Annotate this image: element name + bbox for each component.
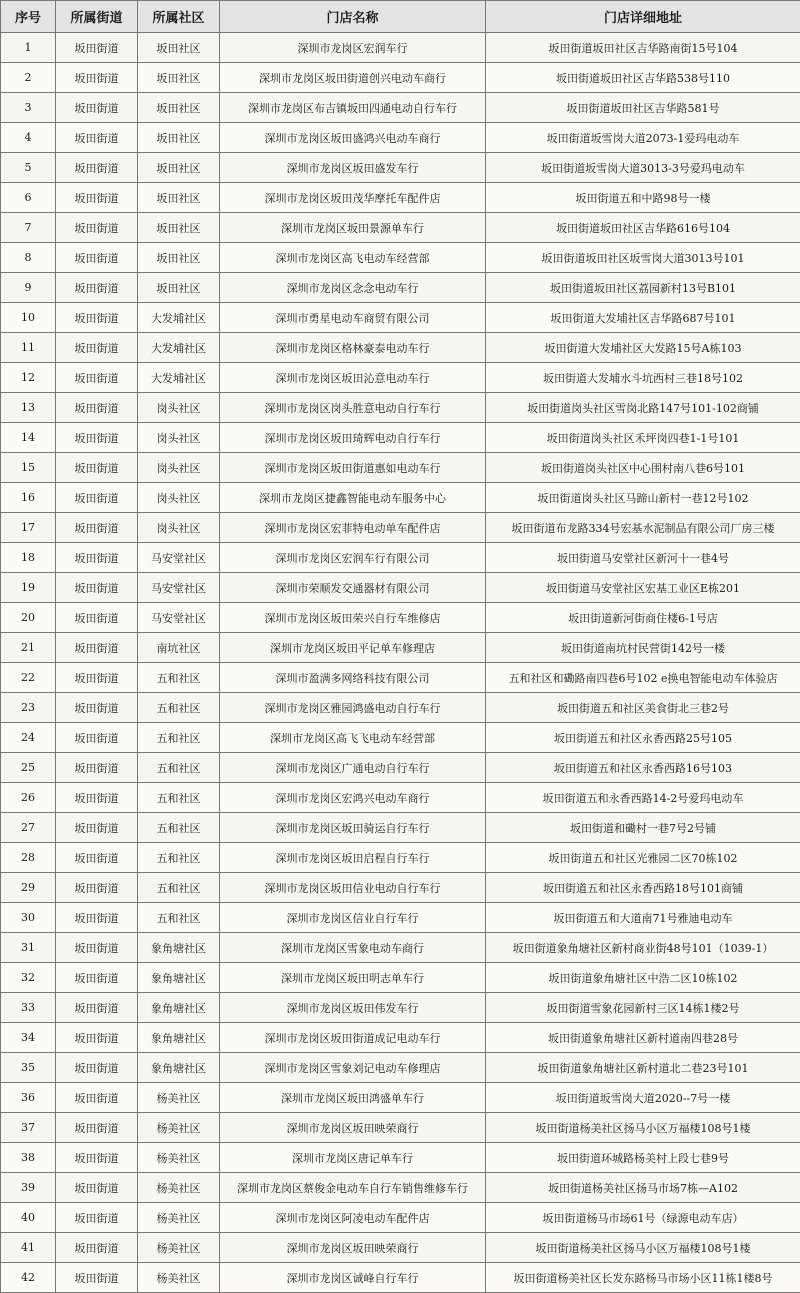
- table-row: [1, 1233, 800, 1263]
- cell-community: 五和社区: [138, 843, 220, 873]
- cell-store-address: 坂田街道坂田社区吉华路538号110: [486, 63, 800, 93]
- cell-street: 坂田街道: [56, 1203, 138, 1233]
- cell-street: 坂田街道: [56, 1113, 138, 1143]
- table-row: [1, 813, 800, 843]
- cell-store-name: 深圳市龙岗区格林豪泰电动车行: [220, 333, 486, 363]
- cell-index: 25: [1, 753, 56, 783]
- cell-community: 五和社区: [138, 753, 220, 783]
- table-row: [1, 513, 800, 543]
- table-header: [1, 1, 800, 33]
- cell-index: 14: [1, 423, 56, 453]
- cell-community: 象角塘社区: [138, 993, 220, 1023]
- cell-community: 象角塘社区: [138, 1023, 220, 1053]
- cell-store-name: 深圳市龙岗区宏菲特电动单车配件店: [220, 513, 486, 543]
- cell-street: 坂田街道: [56, 813, 138, 843]
- table-row: [1, 1143, 800, 1173]
- table-row: [1, 1173, 800, 1203]
- cell-index: 23: [1, 693, 56, 723]
- table-row: [1, 1083, 800, 1113]
- cell-index: 7: [1, 213, 56, 243]
- table-row: [1, 63, 800, 93]
- cell-street: 坂田街道: [56, 843, 138, 873]
- table-row: [1, 213, 800, 243]
- cell-index: 26: [1, 783, 56, 813]
- cell-index: 9: [1, 273, 56, 303]
- cell-store-name: 深圳市龙岗区坂田沁意电动车行: [220, 363, 486, 393]
- cell-store-name: 深圳市龙岗区高飞电动车经营部: [220, 243, 486, 273]
- cell-community: 坂田社区: [138, 213, 220, 243]
- cell-store-address: 坂田街道坂雪岗大道2020--7号一楼: [486, 1083, 800, 1113]
- table-row: [1, 753, 800, 783]
- table-row: [1, 603, 800, 633]
- cell-street: 坂田街道: [56, 213, 138, 243]
- cell-store-address: 坂田街道五和社区永香西路16号103: [486, 753, 800, 783]
- table-row: [1, 963, 800, 993]
- cell-store-name: 深圳市龙岗区唐记单车行: [220, 1143, 486, 1173]
- cell-store-name: 深圳市龙岗区宏鸿兴电动车商行: [220, 783, 486, 813]
- cell-street: 坂田街道: [56, 1083, 138, 1113]
- table-row: [1, 243, 800, 273]
- cell-street: 坂田街道: [56, 183, 138, 213]
- cell-store-address: 坂田街道象角塘社区新村商业街48号101（1039-1）: [486, 933, 800, 963]
- cell-community: 杨美社区: [138, 1173, 220, 1203]
- cell-street: 坂田街道: [56, 693, 138, 723]
- cell-community: 岗头社区: [138, 483, 220, 513]
- cell-community: 杨美社区: [138, 1233, 220, 1263]
- cell-store-name: 深圳市龙岗区坂田琦辉电动自行车行: [220, 423, 486, 453]
- table-row: [1, 1053, 800, 1083]
- header-street: 所属街道: [56, 1, 138, 33]
- table-body: [1, 33, 800, 1293]
- cell-street: 坂田街道: [56, 1053, 138, 1083]
- cell-store-address: 坂田街道坂田社区吉华路南街15号104: [486, 33, 800, 63]
- cell-community: 五和社区: [138, 693, 220, 723]
- cell-community: 象角塘社区: [138, 933, 220, 963]
- cell-index: 35: [1, 1053, 56, 1083]
- cell-store-address: 坂田街道新河街商住楼6-1号店: [486, 603, 800, 633]
- cell-store-address: 坂田街道五和社区永香西路18号101商铺: [486, 873, 800, 903]
- cell-store-address: 坂田街道五和中路98号一楼: [486, 183, 800, 213]
- cell-store-name: 深圳市龙岗区坂田景源单车行: [220, 213, 486, 243]
- cell-community: 坂田社区: [138, 183, 220, 213]
- cell-street: 坂田街道: [56, 123, 138, 153]
- cell-street: 坂田街道: [56, 1143, 138, 1173]
- cell-index: 10: [1, 303, 56, 333]
- cell-street: 坂田街道: [56, 423, 138, 453]
- cell-index: 37: [1, 1113, 56, 1143]
- cell-index: 12: [1, 363, 56, 393]
- cell-store-name: 深圳市荣顺发交通器材有限公司: [220, 573, 486, 603]
- cell-community: 岗头社区: [138, 453, 220, 483]
- cell-store-address: 坂田街道五和大道南71号雅迪电动车: [486, 903, 800, 933]
- cell-store-name: 深圳市龙岗区诚峰自行车行: [220, 1263, 486, 1293]
- table-row: [1, 903, 800, 933]
- cell-store-name: 深圳市龙岗区坂田盛鸿兴电动车商行: [220, 123, 486, 153]
- cell-store-name: 深圳市龙岗区念念电动车行: [220, 273, 486, 303]
- cell-street: 坂田街道: [56, 393, 138, 423]
- table-row: [1, 633, 800, 663]
- cell-community: 岗头社区: [138, 393, 220, 423]
- cell-store-address: 坂田街道和磡村一巷7号2号铺: [486, 813, 800, 843]
- cell-store-address: 坂田街道杨美社区长发东路杨马市场小区11栋1楼8号: [486, 1263, 800, 1293]
- cell-index: 2: [1, 63, 56, 93]
- cell-street: 坂田街道: [56, 873, 138, 903]
- cell-community: 象角塘社区: [138, 963, 220, 993]
- cell-community: 坂田社区: [138, 123, 220, 153]
- cell-community: 南坑社区: [138, 633, 220, 663]
- cell-store-name: 深圳市龙岗区宏润车行有限公司: [220, 543, 486, 573]
- cell-community: 杨美社区: [138, 1083, 220, 1113]
- cell-community: 岗头社区: [138, 423, 220, 453]
- cell-index: 30: [1, 903, 56, 933]
- cell-street: 坂田街道: [56, 1023, 138, 1053]
- cell-store-address: 坂田街道岗头社区马蹄山新村一巷12号102: [486, 483, 800, 513]
- cell-store-address: 坂田街道岗头社区禾坪岗四巷1-1号101: [486, 423, 800, 453]
- cell-street: 坂田街道: [56, 933, 138, 963]
- table-row: [1, 723, 800, 753]
- cell-store-name: 深圳市龙岗区坂田街道惠如电动车行: [220, 453, 486, 483]
- cell-index: 40: [1, 1203, 56, 1233]
- cell-store-address: 坂田街道环城路杨美村上段七巷9号: [486, 1143, 800, 1173]
- table-row: [1, 33, 800, 63]
- cell-index: 6: [1, 183, 56, 213]
- cell-community: 杨美社区: [138, 1263, 220, 1293]
- cell-store-address: 五和社区和磡路南四巷6号102 e换电智能电动车体验店: [486, 663, 800, 693]
- cell-street: 坂田街道: [56, 363, 138, 393]
- cell-community: 杨美社区: [138, 1203, 220, 1233]
- table-row: [1, 363, 800, 393]
- cell-street: 坂田街道: [56, 273, 138, 303]
- cell-index: 13: [1, 393, 56, 423]
- cell-store-name: 深圳市龙岗区坂田茂华摩托车配件店: [220, 183, 486, 213]
- cell-community: 坂田社区: [138, 33, 220, 63]
- cell-street: 坂田街道: [56, 63, 138, 93]
- cell-street: 坂田街道: [56, 93, 138, 123]
- cell-index: 11: [1, 333, 56, 363]
- cell-street: 坂田街道: [56, 453, 138, 483]
- cell-community: 象角塘社区: [138, 1053, 220, 1083]
- cell-community: 大发埔社区: [138, 363, 220, 393]
- cell-street: 坂田街道: [56, 333, 138, 363]
- table-row: [1, 453, 800, 483]
- cell-community: 大发埔社区: [138, 303, 220, 333]
- cell-index: 17: [1, 513, 56, 543]
- table-row: [1, 333, 800, 363]
- cell-index: 20: [1, 603, 56, 633]
- header-community: 所属社区: [138, 1, 220, 33]
- cell-street: 坂田街道: [56, 543, 138, 573]
- cell-store-address: 坂田街道象角塘社区新村道南四巷28号: [486, 1023, 800, 1053]
- cell-community: 五和社区: [138, 903, 220, 933]
- cell-street: 坂田街道: [56, 963, 138, 993]
- cell-store-name: 深圳市龙岗区坂田伟发车行: [220, 993, 486, 1023]
- cell-index: 28: [1, 843, 56, 873]
- cell-store-name: 深圳市龙岗区宏润车行: [220, 33, 486, 63]
- cell-store-address: 坂田街道马安堂社区宏基工业区E栋201: [486, 573, 800, 603]
- cell-street: 坂田街道: [56, 1263, 138, 1293]
- cell-index: 36: [1, 1083, 56, 1113]
- cell-store-address: 坂田街道坂田社区吉华路581号: [486, 93, 800, 123]
- cell-community: 五和社区: [138, 873, 220, 903]
- cell-store-name: 深圳市龙岗区坂田映荣商行: [220, 1113, 486, 1143]
- cell-street: 坂田街道: [56, 243, 138, 273]
- table-row: [1, 153, 800, 183]
- cell-index: 38: [1, 1143, 56, 1173]
- header-row: [1, 1, 800, 33]
- cell-store-name: 深圳市龙岗区捷鑫智能电动车服务中心: [220, 483, 486, 513]
- cell-street: 坂田街道: [56, 303, 138, 333]
- cell-street: 坂田街道: [56, 573, 138, 603]
- cell-store-address: 坂田街道五和社区光雅园二区70栋102: [486, 843, 800, 873]
- cell-street: 坂田街道: [56, 1173, 138, 1203]
- cell-index: 4: [1, 123, 56, 153]
- table-row: [1, 393, 800, 423]
- table-row: [1, 423, 800, 453]
- cell-store-name: 深圳市龙岗区坂田骑运自行车行: [220, 813, 486, 843]
- cell-street: 坂田街道: [56, 483, 138, 513]
- cell-community: 岗头社区: [138, 513, 220, 543]
- table-row: [1, 483, 800, 513]
- cell-community: 杨美社区: [138, 1143, 220, 1173]
- cell-community: 马安堂社区: [138, 573, 220, 603]
- cell-index: 33: [1, 993, 56, 1023]
- cell-index: 22: [1, 663, 56, 693]
- cell-index: 27: [1, 813, 56, 843]
- cell-street: 坂田街道: [56, 783, 138, 813]
- cell-index: 42: [1, 1263, 56, 1293]
- table-row: [1, 183, 800, 213]
- cell-store-address: 坂田街道坂田社区坂雪岗大道3013号101: [486, 243, 800, 273]
- cell-index: 15: [1, 453, 56, 483]
- cell-index: 34: [1, 1023, 56, 1053]
- cell-store-address: 坂田街道岗头社区中心围村南八巷6号101: [486, 453, 800, 483]
- cell-index: 3: [1, 93, 56, 123]
- cell-store-address: 坂田街道五和社区永香西路25号105: [486, 723, 800, 753]
- cell-street: 坂田街道: [56, 663, 138, 693]
- cell-index: 31: [1, 933, 56, 963]
- cell-street: 坂田街道: [56, 753, 138, 783]
- cell-store-address: 坂田街道五和社区美食街北三巷2号: [486, 693, 800, 723]
- table-row: [1, 933, 800, 963]
- table-row: [1, 543, 800, 573]
- cell-street: 坂田街道: [56, 993, 138, 1023]
- cell-store-name: 深圳市龙岗区布吉镇坂田四通电动自行车行: [220, 93, 486, 123]
- cell-community: 杨美社区: [138, 1113, 220, 1143]
- cell-store-name: 深圳市龙岗区雅园鸿盛电动自行车行: [220, 693, 486, 723]
- cell-street: 坂田街道: [56, 903, 138, 933]
- cell-street: 坂田街道: [56, 153, 138, 183]
- cell-street: 坂田街道: [56, 633, 138, 663]
- cell-store-name: 深圳市龙岗区坂田明志单车行: [220, 963, 486, 993]
- table-row: [1, 273, 800, 303]
- cell-store-address: 坂田街道坂雪岗大道3013-3号爱玛电动车: [486, 153, 800, 183]
- cell-street: 坂田街道: [56, 723, 138, 753]
- header-index: 序号: [1, 1, 56, 33]
- table-row: [1, 573, 800, 603]
- cell-community: 坂田社区: [138, 243, 220, 273]
- table-row: [1, 1023, 800, 1053]
- cell-store-address: 坂田街道象角塘社区新村道北二巷23号101: [486, 1053, 800, 1083]
- cell-community: 马安堂社区: [138, 603, 220, 633]
- cell-store-name: 深圳市龙岗区广通电动自行车行: [220, 753, 486, 783]
- cell-community: 马安堂社区: [138, 543, 220, 573]
- cell-store-name: 深圳市龙岗区雪象电动车商行: [220, 933, 486, 963]
- cell-index: 21: [1, 633, 56, 663]
- cell-community: 五和社区: [138, 723, 220, 753]
- cell-store-name: 深圳市龙岗区坂田映荣商行: [220, 1233, 486, 1263]
- cell-community: 五和社区: [138, 813, 220, 843]
- cell-store-address: 坂田街道杨马市场61号（绿源电动车店）: [486, 1203, 800, 1233]
- cell-index: 24: [1, 723, 56, 753]
- cell-store-address: 坂田街道坂田社区荔园新村13号B101: [486, 273, 800, 303]
- table-row: [1, 693, 800, 723]
- cell-community: 五和社区: [138, 663, 220, 693]
- table-row: [1, 1203, 800, 1233]
- cell-index: 29: [1, 873, 56, 903]
- header-store-name: 门店名称: [220, 1, 486, 33]
- header-store-address: 门店详细地址: [486, 1, 800, 33]
- cell-store-address: 坂田街道马安堂社区新河十一巷4号: [486, 543, 800, 573]
- cell-community: 坂田社区: [138, 63, 220, 93]
- cell-store-address: 坂田街道布龙路334号宏基水泥制品有限公司厂房三楼: [486, 513, 800, 543]
- cell-community: 坂田社区: [138, 273, 220, 303]
- cell-store-address: 坂田街道象角塘社区中浩二区10栋102: [486, 963, 800, 993]
- cell-index: 18: [1, 543, 56, 573]
- table-row: [1, 123, 800, 153]
- table-row: [1, 843, 800, 873]
- cell-store-address: 坂田街道坂雪岗大道2073-1爱玛电动车: [486, 123, 800, 153]
- cell-street: 坂田街道: [56, 1233, 138, 1263]
- cell-store-name: 深圳市盈满多网络科技有限公司: [220, 663, 486, 693]
- table-row: [1, 993, 800, 1023]
- cell-index: 39: [1, 1173, 56, 1203]
- cell-index: 32: [1, 963, 56, 993]
- cell-store-name: 深圳市龙岗区坂田信业电动自行车行: [220, 873, 486, 903]
- cell-index: 16: [1, 483, 56, 513]
- cell-store-address: 坂田街道杨美社区扬马市场7栋—A102: [486, 1173, 800, 1203]
- table-row: [1, 1263, 800, 1293]
- cell-community: 坂田社区: [138, 93, 220, 123]
- cell-store-address: 坂田街道大发埔水斗坑西村三巷18号102: [486, 363, 800, 393]
- table-row: [1, 303, 800, 333]
- table-row: [1, 663, 800, 693]
- cell-community: 五和社区: [138, 783, 220, 813]
- cell-store-name: 深圳市龙岗区阿凌电动车配件店: [220, 1203, 486, 1233]
- cell-community: 坂田社区: [138, 153, 220, 183]
- cell-store-name: 深圳市龙岗区坂田启程自行车行: [220, 843, 486, 873]
- cell-store-name: 深圳市龙岗区坂田鸿盛单车行: [220, 1083, 486, 1113]
- cell-store-address: 坂田街道大发埔社区吉华路687号101: [486, 303, 800, 333]
- cell-store-name: 深圳市勇星电动车商贸有限公司: [220, 303, 486, 333]
- cell-store-address: 坂田街道五和永香西路14-2号爱玛电动车: [486, 783, 800, 813]
- cell-store-name: 深圳市龙岗区信业自行车行: [220, 903, 486, 933]
- cell-store-name: 深圳市龙岗区岗头胜意电动自行车行: [220, 393, 486, 423]
- cell-index: 8: [1, 243, 56, 273]
- table-row: [1, 93, 800, 123]
- cell-store-address: 坂田街道杨美社区扬马小区万福楼108号1楼: [486, 1233, 800, 1263]
- cell-store-address: 坂田街道坂田社区吉华路616号104: [486, 213, 800, 243]
- cell-index: 41: [1, 1233, 56, 1263]
- cell-index: 5: [1, 153, 56, 183]
- cell-store-name: 深圳市龙岗区坂田街道创兴电动车商行: [220, 63, 486, 93]
- cell-street: 坂田街道: [56, 513, 138, 543]
- cell-store-name: 深圳市龙岗区坂田盛发车行: [220, 153, 486, 183]
- cell-street: 坂田街道: [56, 603, 138, 633]
- cell-store-address: 坂田街道大发埔社区大发路15号A栋103: [486, 333, 800, 363]
- cell-index: 19: [1, 573, 56, 603]
- cell-store-name: 深圳市龙岗区坂田街道成记电动车行: [220, 1023, 486, 1053]
- cell-store-address: 坂田街道杨美社区扬马小区万福楼108号1楼: [486, 1113, 800, 1143]
- cell-store-name: 深圳市龙岗区高飞飞电动车经营部: [220, 723, 486, 753]
- table-row: [1, 1113, 800, 1143]
- cell-community: 大发埔社区: [138, 333, 220, 363]
- cell-store-name: 深圳市龙岗区蔡俊金电动车自行车销售维修车行: [220, 1173, 486, 1203]
- cell-index: 1: [1, 33, 56, 63]
- cell-store-name: 深圳市龙岗区坂田荣兴自行车维修店: [220, 603, 486, 633]
- cell-store-name: 深圳市龙岗区坂田平记单车修理店: [220, 633, 486, 663]
- cell-store-address: 坂田街道雪象花园新村三区14栋1楼2号: [486, 993, 800, 1023]
- table-row: [1, 873, 800, 903]
- table-row: [1, 783, 800, 813]
- cell-street: 坂田街道: [56, 33, 138, 63]
- cell-store-address: 坂田街道南坑村民营街142号一楼: [486, 633, 800, 663]
- cell-store-address: 坂田街道岗头社区雪岗北路147号101-102商铺: [486, 393, 800, 423]
- cell-store-name: 深圳市龙岗区雪象刘记电动车修理店: [220, 1053, 486, 1083]
